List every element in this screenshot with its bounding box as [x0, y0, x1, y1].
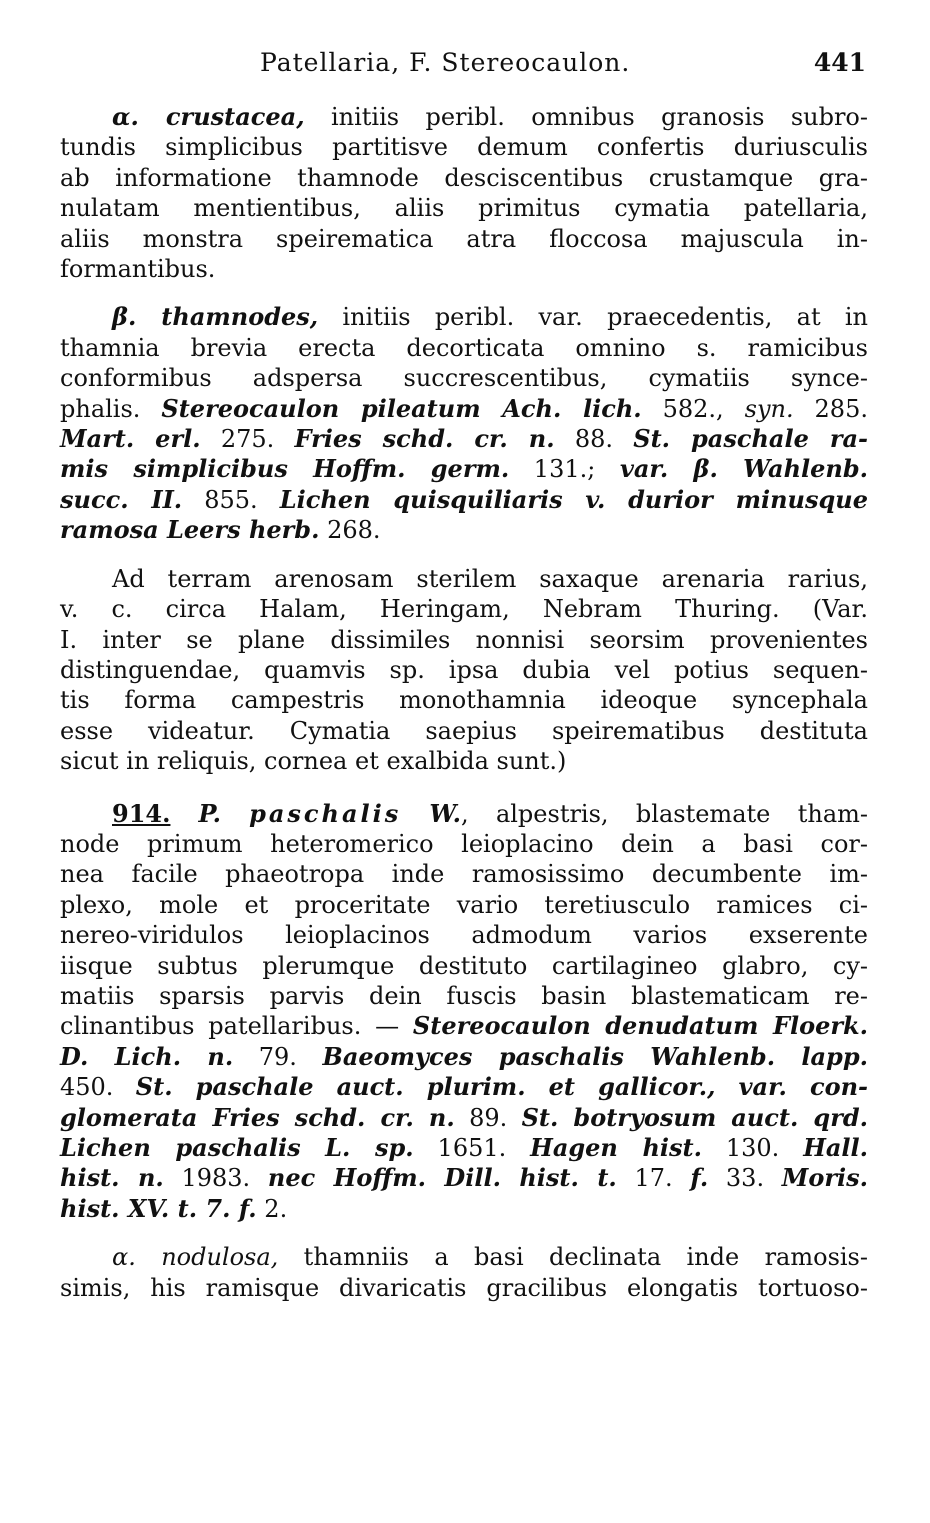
variety-beta-thamnodes — [60, 302, 868, 545]
text-line: ramosa Leers herb. 268. — [60, 515, 381, 545]
text-line: tundis simplicibus partitisve demum confertis duriusculis — [60, 133, 868, 162]
text-line: nulatam mentientibus, aliis primitus cymatia patellaria, — [60, 194, 868, 223]
text-line: Ad terram arenosam sterilem saxaque arenaria rarius, — [112, 564, 868, 593]
text-line: α. nodulosa, thamniis a basi declinata inde ramosis- — [112, 1243, 868, 1272]
text-line: formantibus. — [60, 255, 216, 284]
text-line: glomerata Fries schd. cr. n. 89. St. botryosum auct. qrd. — [60, 1102, 868, 1132]
text-line: α. crustacea, initiis peribl. omnibus granosis subro- — [112, 102, 868, 131]
text-line: matiis sparsis parvis dein fuscis basin blastematicam re- — [60, 981, 868, 1010]
text-line: simis, his ramisque divaricatis gracilibus elongatis tortuoso- — [60, 1273, 868, 1302]
text-line: node primum heteromerico leioplacino dein a basi cor- — [60, 829, 868, 858]
text-line: hist. XV. t. 7. f. 2. — [60, 1193, 288, 1223]
text-line: 914. P. paschalis W., alpestris, blastemate tham- — [112, 798, 868, 828]
text-line: iisque subtus plerumque destituto cartilagineo glabro, cy- — [60, 951, 868, 980]
text-line: I. inter se plane dissimiles nonnisi seorsim provenientes — [60, 625, 868, 654]
species-entry-914 — [60, 799, 868, 1225]
text-line: 450. St. paschale auct. plurim. et gallicor., var. con- — [60, 1072, 868, 1102]
page-number: 441 — [813, 48, 866, 77]
text-line: distinguendae, quamvis sp. ipsa dubia vel potius sequen- — [60, 655, 868, 684]
text-line: Lichen paschalis L. sp. 1651. Hagen hist. 130. Hall. — [60, 1133, 869, 1162]
text-line: succ. II. 855. Lichen quisquiliaris v. durior minusque — [60, 484, 868, 514]
species-name: paschalis — [249, 798, 402, 828]
text-line: sicut in reliquis, cornea et exalbida sunt.) — [60, 747, 567, 776]
text-line: nea facile phaeotropa inde ramosissimo decumbente im- — [60, 860, 868, 889]
running-title: Patellaria, F. Stereocaulon. — [260, 48, 631, 77]
text-line: nereo-viridulos leioplacinos admodum varios exserente — [60, 921, 868, 950]
text-line: esse videatur. Cymatia saepius speirematibus destituta — [60, 716, 868, 745]
text-line: hist. n. 1983. nec Hoffm. Dill. hist. t. 17. f. 33. Moris. — [60, 1163, 868, 1193]
text-line: tis forma campestris monothamnia ideoque syncephala — [60, 686, 868, 715]
habitat-paragraph — [60, 564, 868, 777]
variety-alpha-nodulosa — [60, 1242, 868, 1303]
text-line: plexo, mole et proceritate vario teretiusculo ramices ci- — [60, 890, 868, 919]
text-line: D. Lich. n. 79. Baeomyces paschalis Wahlenb. lapp. — [60, 1041, 868, 1071]
entry-number: 914. — [112, 798, 171, 828]
text-line: aliis monstra speirematica atra floccosa majuscula in- — [60, 224, 868, 253]
page-header — [60, 48, 868, 90]
text-line: phalis. Stereocaulon pileatum Ach. lich. 582., syn. 285. — [60, 393, 868, 423]
text-line: thamnia brevia erecta decorticata omnino s. ramicibus — [60, 333, 868, 362]
text-line: conformibus adspersa succrescentibus, cymatiis synce- — [60, 364, 868, 393]
text-line: ab informatione thamnode desciscentibus crustamque gra- — [60, 163, 868, 192]
text-line: Mart. erl. 275. Fries schd. cr. n. 88. St. paschale ra- — [60, 424, 869, 454]
text-line: clinantibus patellaribus. — Stereocaulon denudatum Floerk. — [60, 1011, 869, 1041]
text-line: β. thamnodes, initiis peribl. var. praecedentis, at in — [112, 302, 868, 332]
text-line: v. c. circa Halam, Heringam, Nebram Thuring. (Var. — [60, 595, 868, 624]
text-line: mis simplicibus Hoffm. germ. 131.; var. β. Wahlenb. — [60, 454, 868, 484]
book-page — [60, 48, 868, 1303]
variety-alpha-crustacea — [60, 102, 868, 284]
